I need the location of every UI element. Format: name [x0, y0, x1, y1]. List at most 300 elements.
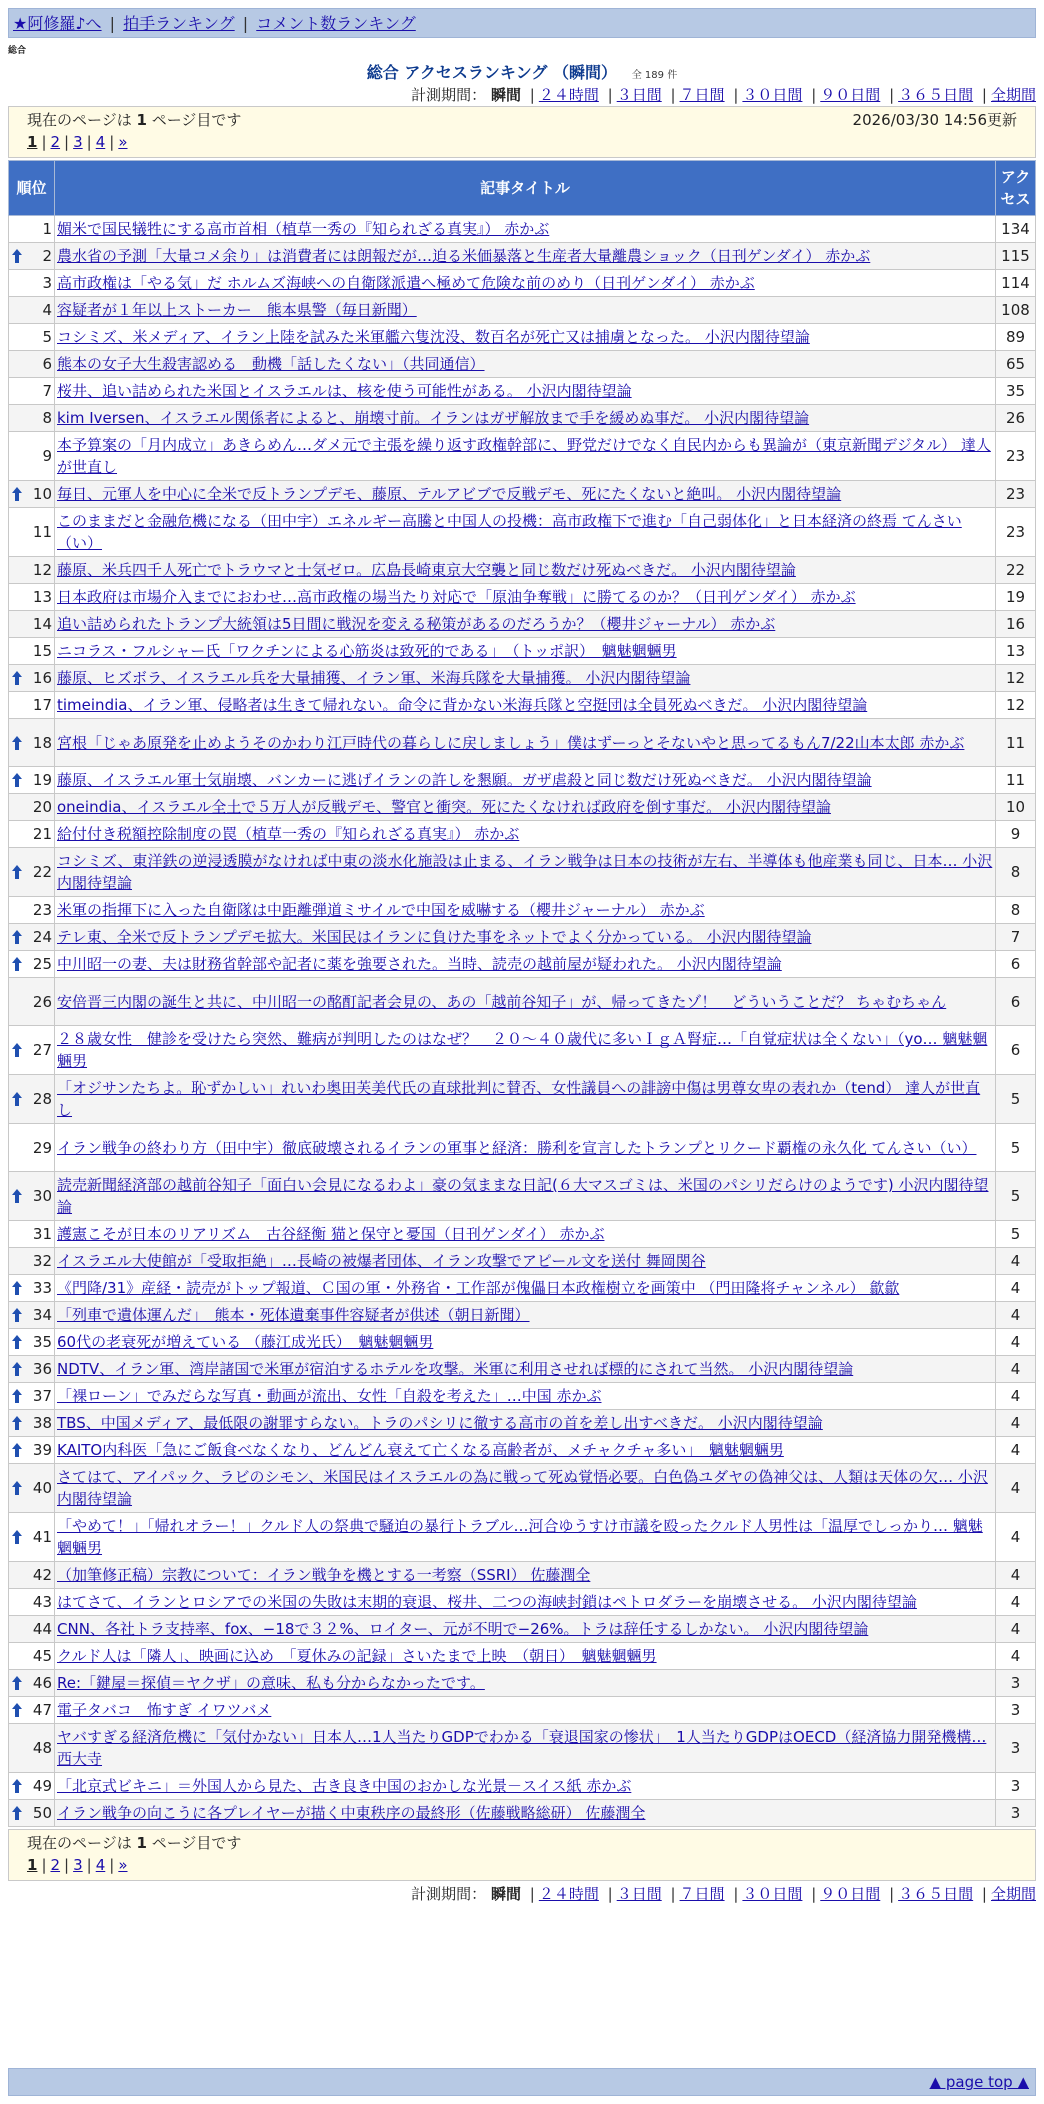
table-row	[9, 794, 1036, 821]
rank-number: 4	[42, 301, 52, 319]
article-link[interactable]: 農水省の予測「大量コメ余り」は消費者には朗報だが…迫る米価暴落と生産者大量離農ショック（日刊ゲンダイ） 赤かぶ	[57, 247, 871, 265]
table-row	[9, 270, 1036, 297]
period-link-365d[interactable]: ３６５日間	[898, 86, 974, 104]
article-link[interactable]: 《門降/31》産経・読売がトップ報道、Ｃ国の軍・外務省・工作部が傀儡日本政権樹立を画策中 （門田隆将チャンネル） 歙歙	[57, 1279, 900, 1297]
article-link[interactable]: 給付付き税額控除制度の罠（植草一秀の『知られざる真実』） 赤かぶ	[57, 825, 520, 843]
article-link[interactable]: 読売新聞経済部の越前谷知子「面白い会見になるわよ」豪の気ままな日記(６大マスゴミは、米国のパシリだらけのようです) 小沢内閣待望論	[57, 1176, 989, 1216]
page-current: 1	[27, 133, 38, 151]
table-row	[9, 481, 1036, 508]
access-count: 4	[996, 1248, 1036, 1275]
up-arrow-icon	[12, 1389, 22, 1403]
rank-cell	[9, 1248, 55, 1275]
up-arrow-icon	[12, 1481, 22, 1495]
access-count: 4	[996, 1302, 1036, 1329]
article-link[interactable]: さてはて、アイパック、ラビのシモン、米国民はイスラエルの為に戦って死ぬ覚悟必要。白色偽ユダヤの偽神父は、人類は天体の欠… 小沢内閣待望論	[57, 1468, 988, 1508]
title-cell	[55, 767, 996, 794]
rank-cell	[9, 378, 55, 405]
page-link-4[interactable]: 4	[95, 133, 106, 151]
rank-number: 2	[42, 247, 52, 265]
page-title: 総合 アクセスランキング （瞬間）	[366, 63, 617, 82]
access-count: 3	[996, 1800, 1036, 1827]
rank-cell	[9, 481, 55, 508]
article-link[interactable]: 藤原、米兵四千人死亡でトラウマと士気ゼロ。広島長崎東京大空襲と同じ数だけ死ぬべきだ。 小沢内閣待望論	[57, 561, 796, 579]
title-cell	[55, 432, 996, 481]
article-link[interactable]: 「オジサンたちよ。恥ずかしい」れいわ奥田芙美代氏の直球批判に賛否、女性議員への誹謗中傷は男尊女卑の表れか（tend） 達人が世直し	[57, 1079, 981, 1119]
title-cell	[55, 1356, 996, 1383]
rank-cell	[9, 1124, 55, 1172]
table-row	[9, 848, 1036, 897]
nav-link-asyura[interactable]: ★阿修羅♪へ	[13, 14, 102, 33]
up-arrow-icon	[12, 736, 22, 750]
rank-number: 8	[42, 409, 52, 427]
rank-cell	[9, 557, 55, 584]
article-link[interactable]: 高市政権は「やる気」だ ホルムズ海峡への自衛隊派遣へ極めて危険な前のめり（日刊ゲンダイ） 赤かぶ	[57, 274, 755, 292]
rank-number: 41	[32, 1528, 52, 1546]
table-row	[9, 665, 1036, 692]
pager-top	[8, 106, 1036, 158]
article-link[interactable]: 藤原、イスラエル軍士気崩壊、バンカーに逃げイランの許しを懇願。ガザ虐殺と同じ数だけ死ぬべきだ。 小沢内閣待望論	[57, 771, 872, 789]
article-link[interactable]: 毎日、元軍人を中心に全米で反トランプデモ、藤原、テルアビブで反戦デモ、死にたくないと絶叫。 小沢内閣待望論	[57, 485, 842, 503]
access-count: 19	[996, 584, 1036, 611]
table-row	[9, 243, 1036, 270]
rank-cell	[9, 1410, 55, 1437]
table-row	[9, 1026, 1036, 1075]
access-count: 3	[996, 1670, 1036, 1697]
table-row	[9, 405, 1036, 432]
rank-cell	[9, 1643, 55, 1670]
period-link-30d[interactable]: ３０日間	[742, 86, 803, 104]
rank-number: 1	[42, 220, 52, 238]
page-link-next[interactable]: »	[118, 1856, 128, 1874]
up-arrow-icon	[12, 1092, 22, 1106]
rank-cell	[9, 692, 55, 719]
rank-number: 22	[32, 863, 52, 881]
rank-cell	[9, 665, 55, 692]
rank-cell	[9, 351, 55, 378]
up-arrow-icon	[12, 487, 22, 501]
access-count: 4	[996, 1437, 1036, 1464]
up-arrow-icon	[12, 1362, 22, 1376]
access-count: 8	[996, 848, 1036, 897]
up-arrow-icon	[12, 865, 22, 879]
access-count: 35	[996, 378, 1036, 405]
rank-cell	[9, 1383, 55, 1410]
updated-timestamp: 2026/03/30 14:56更新	[852, 111, 1017, 129]
rank-number: 9	[42, 447, 52, 465]
article-link[interactable]: 安倍晋三内閣の誕生と共に、中川昭一の酩酊記者会見の、あの「越前谷知子」が、帰ってきたゾ！ どういうことだ？ ちゃむちゃん	[57, 992, 947, 1011]
title-cell	[55, 1275, 996, 1302]
page-current: 1	[27, 1856, 38, 1874]
period-link-30d[interactable]: ３０日間	[742, 1885, 803, 1903]
up-arrow-icon	[12, 1416, 22, 1430]
article-link[interactable]: CNN、各社トラ支持率、fox、−18で３２%、ロイター、元が不明で−26%。トラは辞任するしかない。 小沢内閣待望論	[57, 1620, 869, 1638]
access-count: 3	[996, 1724, 1036, 1773]
title-cell	[55, 1302, 996, 1329]
article-link[interactable]: イスラエル大使館が「受取拒絶」…長崎の被爆者団体、イラン攻撃でアピール文を送付 舞岡関谷	[57, 1252, 706, 1270]
title-cell	[55, 557, 996, 584]
article-link[interactable]: 護憲こそが日本のリアリズム 古谷経衡 猫と保守と憂国（日刊ゲンダイ） 赤かぶ	[57, 1225, 605, 1243]
table-row	[9, 692, 1036, 719]
title-cell	[55, 665, 996, 692]
article-link[interactable]: timeindia、イラン軍、侵略者は生きて帰れない。命令に背かない米海兵隊と空挺団は全員死ぬべきだ。 小沢内閣待望論	[57, 696, 868, 714]
rank-cell	[9, 821, 55, 848]
page-link-2[interactable]: 2	[50, 1856, 61, 1874]
access-count: 7	[996, 924, 1036, 951]
period-link-7d[interactable]: ７日間	[679, 1885, 725, 1903]
title-cell	[55, 1026, 996, 1075]
title-cell	[55, 611, 996, 638]
article-link[interactable]: Re:「鍵屋＝探偵＝ヤクザ」の意味、私も分からなかったです。	[57, 1674, 485, 1692]
article-link[interactable]: 藤原、ヒズボラ、イスラエル兵を大量捕獲、イラン軍、米海兵隊を大量捕獲。 小沢内閣待望論	[57, 669, 691, 687]
rank-cell	[9, 1026, 55, 1075]
article-link[interactable]: はてさて、イランとロシアでの米国の失敗は末期的衰退、桜井、二つの海峡封鎖はペトロダラーを崩壊させる。 小沢内閣待望論	[57, 1593, 917, 1611]
access-count: 4	[996, 1513, 1036, 1562]
access-count: 23	[996, 508, 1036, 557]
rank-cell	[9, 978, 55, 1026]
access-count: 4	[996, 1275, 1036, 1302]
rank-cell	[9, 1773, 55, 1800]
title-cell	[55, 297, 996, 324]
title-cell	[55, 1697, 996, 1724]
table-row	[9, 1670, 1036, 1697]
up-arrow-icon	[12, 671, 22, 685]
table-row	[9, 1800, 1036, 1827]
period-link-365d[interactable]: ３６５日間	[898, 1885, 974, 1903]
article-link[interactable]: 熊本の女子大生殺害認める 動機「話したくない」（共同通信）	[57, 355, 485, 373]
title-cell	[55, 324, 996, 351]
article-link[interactable]: 容疑者が１年以上ストーカー 熊本県警（毎日新聞）	[57, 301, 417, 319]
article-link[interactable]: oneindia、イスラエル全土で５万人が反戦デモ、警官と衝突。死にたくなければ政府を倒す事だ。 小沢内閣待望論	[57, 798, 831, 816]
up-arrow-icon	[12, 249, 22, 263]
title-cell	[55, 951, 996, 978]
title-cell	[55, 1773, 996, 1800]
access-count: 4	[996, 1464, 1036, 1513]
rank-cell	[9, 324, 55, 351]
period-link-24h[interactable]: ２４時間	[538, 86, 599, 104]
access-count: 3	[996, 1697, 1036, 1724]
access-count: 3	[996, 1773, 1036, 1800]
rank-cell	[9, 1562, 55, 1589]
access-count: 13	[996, 638, 1036, 665]
total-count: 全 189 件	[631, 70, 678, 81]
article-link[interactable]: クルド人は「隣人」、映画に込め 「夏休みの記録」さいたまで上映 （朝日） 魑魅魍魎男	[57, 1647, 657, 1665]
title-cell	[55, 270, 996, 297]
rank-number: 10	[32, 485, 52, 503]
article-link[interactable]: コシミズ、米メディア、イラン上陸を試みた米軍艦六隻沈没、数百名が死亡又は捕虜となった。 小沢内閣待望論	[57, 328, 810, 346]
up-arrow-icon	[12, 1335, 22, 1349]
rank-cell	[9, 1513, 55, 1562]
title-cell	[55, 638, 996, 665]
table-row	[9, 951, 1036, 978]
article-link[interactable]: 「やめて！」「帰れオラー！」クルド人の祭典で騒迫の暴行トラブル…河合ゆうすけ市議を殴ったクルド人男性は「温厚でしっかり… 魑魅魍魎男	[57, 1517, 983, 1557]
access-count: 23	[996, 432, 1036, 481]
rank-number: 30	[32, 1187, 52, 1205]
access-count: 23	[996, 481, 1036, 508]
table-row	[9, 1410, 1036, 1437]
access-count: 108	[996, 297, 1036, 324]
up-arrow-icon	[12, 1676, 22, 1690]
title-cell	[55, 692, 996, 719]
rank-cell	[9, 1221, 55, 1248]
rank-number: 38	[32, 1414, 52, 1432]
title-cell	[55, 978, 996, 1026]
title-cell	[55, 897, 996, 924]
period-link-all[interactable]: 全期間	[990, 1885, 1036, 1903]
title-cell	[55, 481, 996, 508]
rank-cell	[9, 1329, 55, 1356]
article-link[interactable]: kim Iversen、イスラエル関係者によると、崩壊寸前。イランはガザ解放まで手を緩めぬ事だ。 小沢内閣待望論	[57, 409, 810, 427]
table-row	[9, 719, 1036, 767]
rank-cell	[9, 924, 55, 951]
rank-number: 46	[32, 1674, 52, 1692]
title-cell	[55, 1724, 996, 1773]
period-link-3d[interactable]: ３日間	[616, 86, 662, 104]
rank-cell	[9, 638, 55, 665]
access-count: 89	[996, 324, 1036, 351]
rank-number: 17	[32, 696, 52, 714]
table-row	[9, 1437, 1036, 1464]
article-link[interactable]: 「列車で遺体運んだ」 熊本・死体遺棄事件容疑者が供述（朝日新聞）	[57, 1306, 530, 1324]
nav-separator: |	[109, 14, 116, 33]
article-link[interactable]: 「北京式ビキニ」＝外国人から見た、古き良き中国のおかしな光景－スイス紙 赤かぶ	[57, 1777, 632, 1795]
article-link[interactable]: NDTV、イラン軍、湾岸諸国で米軍が宿泊するホテルを攻撃。米軍に利用させれば標的にされて当然。 小沢内閣待望論	[57, 1360, 854, 1378]
period-link-7d[interactable]: ７日間	[679, 86, 725, 104]
rank-number: 25	[32, 955, 52, 973]
access-count: 115	[996, 243, 1036, 270]
access-count: 11	[996, 767, 1036, 794]
footer-bar	[8, 2068, 1036, 2096]
rank-number: 43	[32, 1593, 52, 1611]
title-cell	[55, 1670, 996, 1697]
period-current: 瞬間	[490, 1885, 521, 1903]
title-cell	[55, 1589, 996, 1616]
access-count: 5	[996, 1221, 1036, 1248]
page-link-2[interactable]: 2	[50, 133, 61, 151]
rank-number: 7	[42, 382, 52, 400]
title-cell	[55, 216, 996, 243]
up-arrow-icon	[12, 1779, 22, 1793]
up-arrow-icon	[12, 1043, 22, 1057]
article-link[interactable]: KAITO内科医「急にご飯食べなくなり、どんどん衰えて亡くなる高齢者が、メチャクチャ多い」 魑魅魍魎男	[57, 1441, 784, 1459]
title-cell	[55, 243, 996, 270]
article-link[interactable]: イラン戦争の終わり方（田中宇）徹底破壊されるイランの軍事と経済：勝利を宣言したトランプとリクード覇権の永久化 てんさい（い）	[57, 1138, 977, 1157]
rank-cell	[9, 951, 55, 978]
rank-cell	[9, 794, 55, 821]
rank-cell	[9, 1464, 55, 1513]
rank-number: 48	[32, 1739, 52, 1757]
access-count: 5	[996, 1172, 1036, 1221]
nav-link-clap-ranking[interactable]: 拍手ランキング	[123, 14, 235, 33]
article-link[interactable]: このままだと金融危機になる（田中宇）エネルギー高騰と中国人の投機：高市政権下で進む「自己弱体化」と日本経済の終焉 てんさい（い）	[57, 512, 962, 552]
period-link-90d[interactable]: ９０日間	[820, 86, 881, 104]
rank-number: 19	[32, 771, 52, 789]
rank-number: 42	[32, 1566, 52, 1584]
page-link-next[interactable]: »	[118, 133, 128, 151]
title-cell	[55, 508, 996, 557]
nav-separator: |	[242, 14, 249, 33]
table-row	[9, 508, 1036, 557]
category-label: 総合	[8, 46, 27, 56]
title-cell	[55, 1172, 996, 1221]
access-count: 4	[996, 1616, 1036, 1643]
article-link[interactable]: 追い詰められたトランプ大統領は5日間に戦況を変える秘策があるのだろうか？（櫻井ジャーナル） 赤かぶ	[57, 615, 776, 633]
article-link[interactable]: 60代の老衰死が増えている （藤江成光氏） 魑魅魍魎男	[57, 1333, 434, 1351]
title-cell	[55, 351, 996, 378]
rank-cell	[9, 1697, 55, 1724]
rank-cell	[9, 1075, 55, 1124]
rank-cell	[9, 1616, 55, 1643]
title-cell	[55, 1437, 996, 1464]
title-cell	[55, 1513, 996, 1562]
article-link[interactable]: ヤバすぎる経済危機に「気付かない」日本人…1人当たりGDPでわかる「衰退国家の惨状」 1人当たりGDPはOECD（経済協力開発機構… 西大寺	[57, 1728, 987, 1768]
article-link[interactable]: （加筆修正稿）宗教について：イラン戦争を機とする一考察（SSRI） 佐藤潤全	[57, 1566, 591, 1584]
table-row	[9, 1221, 1036, 1248]
access-count: 4	[996, 1329, 1036, 1356]
table-row	[9, 584, 1036, 611]
rank-number: 29	[32, 1138, 52, 1157]
rank-number: 20	[32, 798, 52, 816]
period-link-90d[interactable]: ９０日間	[820, 1885, 881, 1903]
headline	[8, 62, 1036, 84]
title-cell	[55, 1643, 996, 1670]
title-cell	[55, 1800, 996, 1827]
table-row	[9, 1773, 1036, 1800]
table-row	[9, 351, 1036, 378]
rank-number: 45	[32, 1647, 52, 1665]
title-cell	[55, 1383, 996, 1410]
article-link[interactable]: コシミズ、東洋鉄の逆浸透膜がなければ中東の淡水化施設は止まる、イラン戦争は日本の技術が左右、半導体も他産業も同じ、日本… 小沢内閣待望論	[57, 852, 993, 892]
page-top-link[interactable]: ▲ page top ▲	[929, 2073, 1029, 2091]
table-row	[9, 324, 1036, 351]
period-link-24h[interactable]: ２４時間	[538, 1885, 599, 1903]
access-count: 4	[996, 1383, 1036, 1410]
table-row	[9, 1302, 1036, 1329]
table-row	[9, 1643, 1036, 1670]
article-link[interactable]: ２８歳女性 健診を受けたら突然、難病が判明したのはなぜ？ ２０～４０歳代に多いＩｇＡ腎症…「自覚症状は全くない」（yo… 魑魅魍魎男	[57, 1030, 988, 1070]
page	[8, 8, 1036, 1905]
access-count: 4	[996, 1356, 1036, 1383]
table-row	[9, 978, 1036, 1026]
rank-number: 26	[32, 992, 52, 1011]
table-row	[9, 1172, 1036, 1221]
rank-number: 47	[32, 1701, 52, 1719]
period-link-all[interactable]: 全期間	[990, 86, 1036, 104]
access-count: 12	[996, 692, 1036, 719]
rank-number: 6	[42, 355, 52, 373]
rank-number: 15	[32, 642, 52, 660]
article-link[interactable]: テレ東、全米で反トランプデモ拡大。米国民はイランに負けた事をネットでよく分かっている。 小沢内閣待望論	[57, 928, 812, 946]
table-row	[9, 1724, 1036, 1773]
up-arrow-icon	[12, 773, 22, 787]
article-link[interactable]: 本予算案の「月内成立」あきらめん…ダメ元で主張を繰り返す政権幹部に、野党だけでなく自民内からも異論が（東京新聞デジタル） 達人が世直し	[57, 436, 991, 476]
rank-number: 12	[32, 561, 52, 579]
up-arrow-icon	[12, 1806, 22, 1820]
rank-cell	[9, 1437, 55, 1464]
table-row	[9, 1589, 1036, 1616]
rank-cell	[9, 848, 55, 897]
rank-cell	[9, 1172, 55, 1221]
rank-number: 11	[32, 523, 52, 541]
article-link[interactable]: 桜井、追い詰められた米国とイスラエルは、核を使う可能性がある。 小沢内閣待望論	[57, 382, 632, 400]
page-link-3[interactable]: 3	[73, 1856, 83, 1874]
page-links: 1 | 2 | 3 | 4 | »	[27, 1856, 128, 1874]
rank-number: 33	[32, 1279, 52, 1297]
access-count: 4	[996, 1643, 1036, 1670]
table-row	[9, 432, 1036, 481]
rank-cell	[9, 584, 55, 611]
access-count: 134	[996, 216, 1036, 243]
rank-number: 36	[32, 1360, 52, 1378]
rank-cell	[9, 1800, 55, 1827]
pager-bottom	[8, 1829, 1036, 1881]
table-row	[9, 1356, 1036, 1383]
title-cell	[55, 1124, 996, 1172]
article-link[interactable]: TBS、中国メディア、最低限の謝罪すらない。トラのパシリに徹する高市の首を差し出すべきだ。 小沢内閣待望論	[57, 1414, 823, 1432]
title-cell	[55, 848, 996, 897]
access-count: 26	[996, 405, 1036, 432]
access-count: 10	[996, 794, 1036, 821]
article-link[interactable]: 日本政府は市場介入までにおわせ…高市政権の場当たり対応で「原油争奪戦」に勝てるのか？（日刊ゲンダイ） 赤かぶ	[57, 588, 856, 606]
title-cell	[55, 1410, 996, 1437]
nav-link-comment-ranking[interactable]: コメント数ランキング	[256, 14, 416, 33]
page-link-3[interactable]: 3	[73, 133, 83, 151]
up-arrow-icon	[12, 1189, 22, 1203]
rank-cell	[9, 1302, 55, 1329]
ranking-body	[9, 216, 1036, 1827]
rank-number: 32	[32, 1252, 52, 1270]
article-link[interactable]: 宮根「じゃあ原発を止めようそのかわり江戸時代の暮らしに戻しましょう」僕はずーっとそないやと思ってるもん7/22山本太郎 赤かぶ	[57, 733, 965, 752]
access-count: 4	[996, 1562, 1036, 1589]
period-current: 瞬間	[490, 86, 521, 104]
rank-number: 28	[32, 1090, 52, 1108]
article-link[interactable]: 媚米で国民犠牲にする高市首相（植草一秀の『知られざる真実』） 赤かぶ	[57, 220, 550, 238]
period-link-3d[interactable]: ３日間	[616, 1885, 662, 1903]
article-link[interactable]: ニコラス・フルシャー氏「ワクチンによる心筋炎は致死的である」 （トッポ訳） 魑魅魍魎男	[57, 642, 677, 660]
rank-cell	[9, 270, 55, 297]
table-row	[9, 611, 1036, 638]
rank-number: 3	[42, 274, 52, 292]
title-cell	[55, 794, 996, 821]
table-row	[9, 1513, 1036, 1562]
up-arrow-icon	[12, 1703, 22, 1717]
table-row	[9, 821, 1036, 848]
rank-cell	[9, 432, 55, 481]
access-count: 5	[996, 1124, 1036, 1172]
period-label: 計測期間：	[411, 1885, 487, 1903]
table-row	[9, 1616, 1036, 1643]
article-link[interactable]: 米軍の指揮下に入った自衛隊は中距離弾道ミサイルで中国を威嚇する（櫻井ジャーナル） 赤かぶ	[57, 901, 705, 919]
article-link[interactable]: 中川昭一の妻、夫は財務省幹部や記者に薬を強要された。当時、読売の越前屋が疑われた。 小沢内閣待望論	[57, 955, 782, 973]
page-link-4[interactable]: 4	[95, 1856, 106, 1874]
rank-number: 39	[32, 1441, 52, 1459]
access-count: 8	[996, 897, 1036, 924]
rank-cell	[9, 216, 55, 243]
title-cell	[55, 821, 996, 848]
table-row	[9, 924, 1036, 951]
rank-cell	[9, 1275, 55, 1302]
title-cell	[55, 378, 996, 405]
up-arrow-icon	[12, 1281, 22, 1295]
rank-number: 5	[42, 328, 52, 346]
top-nav	[8, 8, 1036, 38]
table-row	[9, 1075, 1036, 1124]
rank-number: 24	[32, 928, 52, 946]
rank-cell	[9, 767, 55, 794]
article-link[interactable]: 「裸ローン」でみだらな写真・動画が流出、女性「自殺を考えた」…中国 赤かぶ	[57, 1387, 602, 1405]
article-link[interactable]: イラン戦争の向こうに各プレイヤーが描く中東秩序の最終形（佐藤戦略総研） 佐藤潤全	[57, 1804, 646, 1822]
article-link[interactable]: 電子タバコ 怖すぎ イワツバメ	[57, 1701, 272, 1719]
rank-cell	[9, 405, 55, 432]
